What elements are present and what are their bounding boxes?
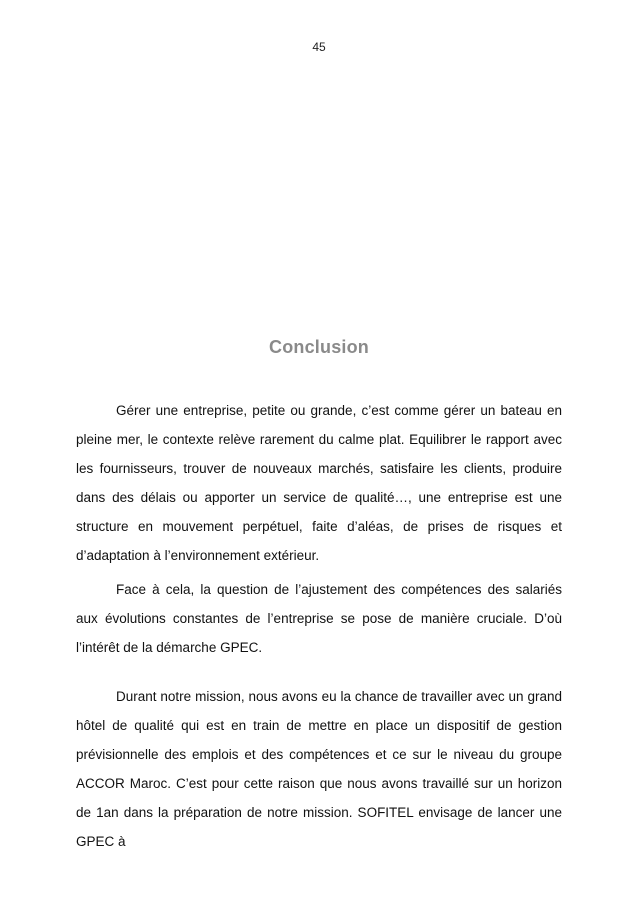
paragraph-1: Gérer une entreprise, petite ou grande, c’est comme gérer un bateau en pleine mer, le contexte relève rarement du calme plat. Equilibrer le rapport avec les fournisseurs, trouver de nouveaux marchés, satisfaire les clients, produire dans des délais ou apporter un service de qualité…, une entreprise est une structure en mouvement perpétuel, faite d’aléas, de prises de risques et d’adaptation à l’environnement extérieur. [76, 403, 562, 563]
page-number: 45 [312, 40, 326, 54]
section-title: Conclusion [269, 337, 369, 357]
paragraph-2-container [76, 575, 562, 662]
paragraph-3-container [76, 682, 562, 856]
paragraph-2: Face à cela, la question de l’ajustement des compétences des salariés aux évolutions constantes de l’entreprise se pose de manière cruciale. D’où l’intérêt de la démarche GPEC. [76, 582, 562, 655]
paragraph-3: Durant notre mission, nous avons eu la chance de travailler avec un grand hôtel de qualité qui est en train de mettre en place un dispositif de gestion prévisionnelle des emplois et des compétences et ce sur le niveau du groupe ACCOR Maroc. C’est pour cette raison que nous avons travaillé sur un horizon de 1an dans la préparation de notre mission. SOFITEL envisage de lancer une GPEC à [76, 689, 562, 849]
paragraph-1-container [76, 396, 562, 570]
